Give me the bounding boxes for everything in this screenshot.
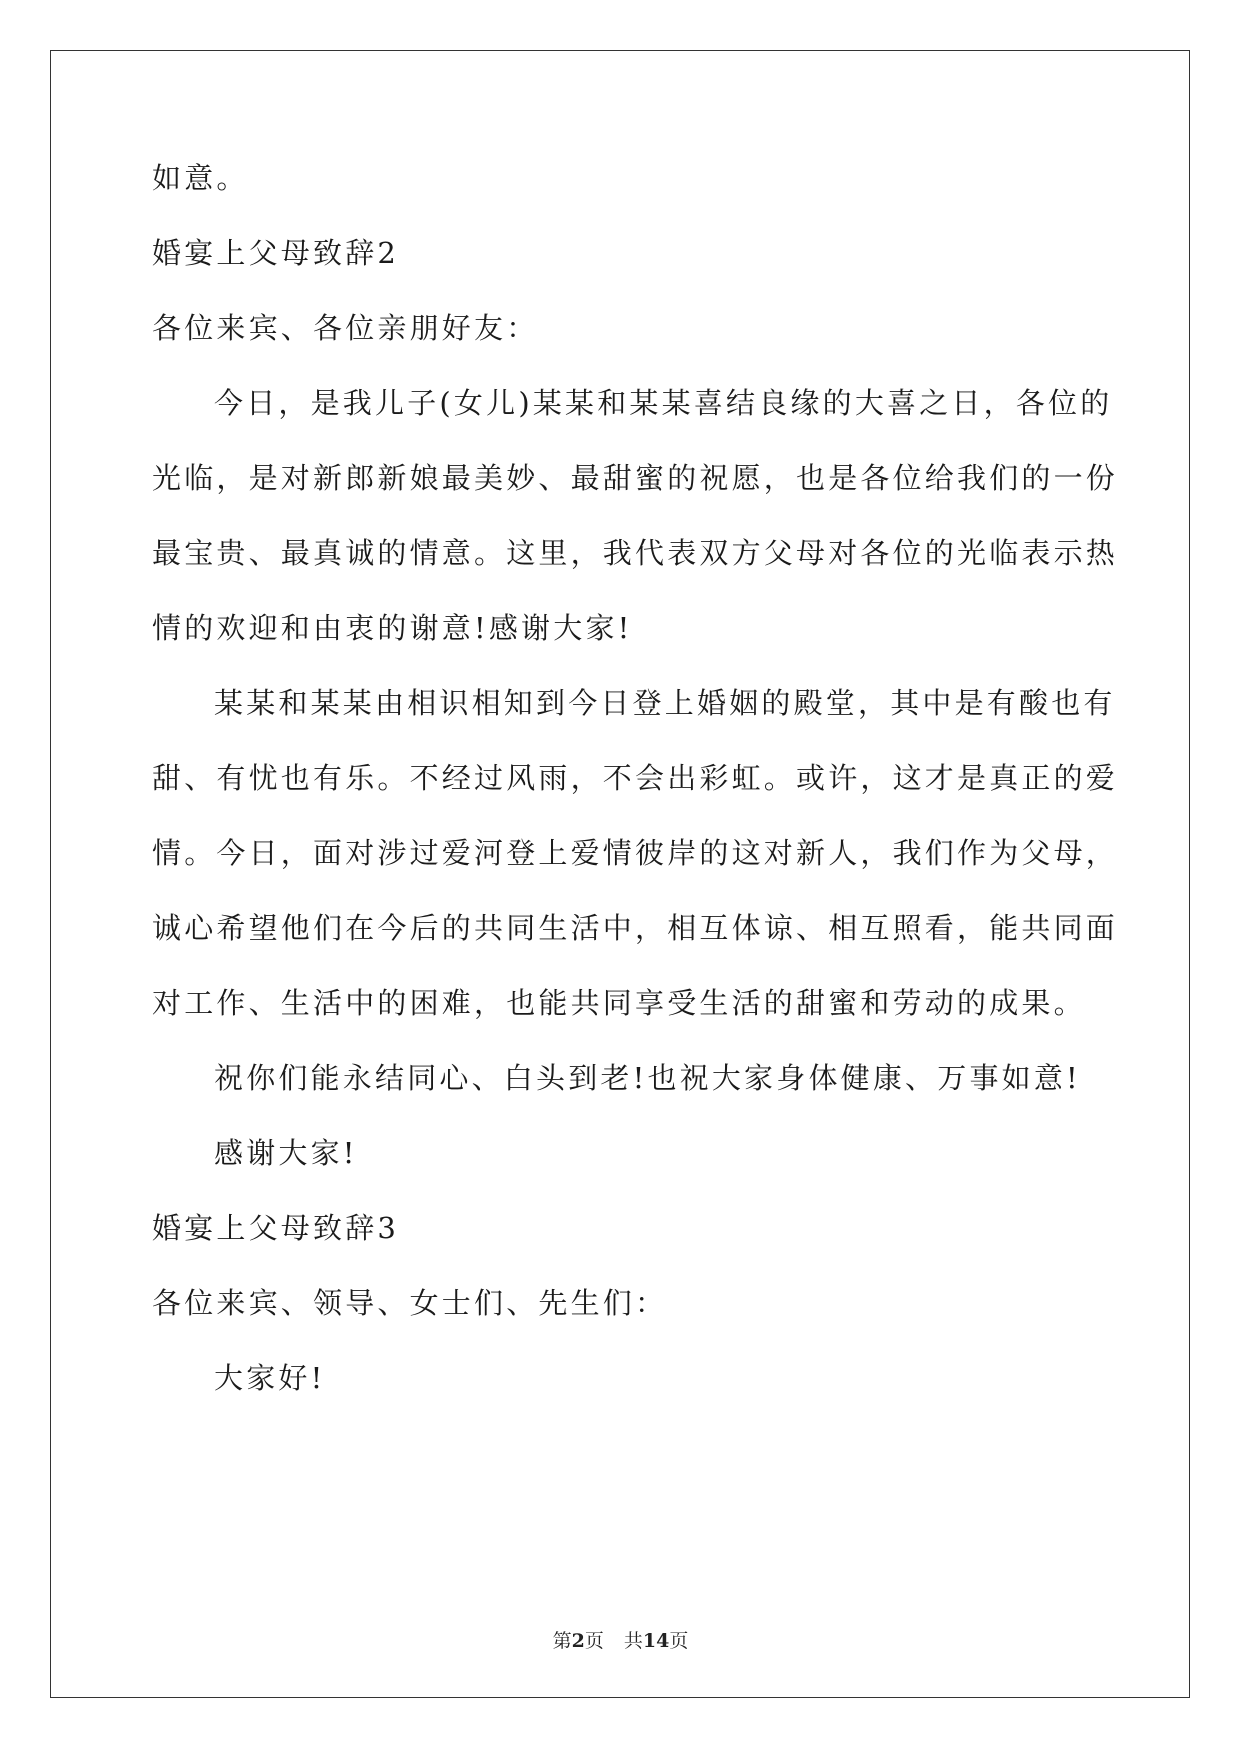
page-number-prefix: 第 (552, 1630, 572, 1652)
page-total-suffix: 页 (669, 1630, 689, 1652)
page-total-prefix: 共 (623, 1630, 643, 1652)
paragraph-line: 感谢大家! (214, 1136, 358, 1170)
text-line: 如意。 (152, 161, 249, 195)
paragraph-line: 祝你们能永结同心、白头到老!也祝大家身体健康、万事如意! (214, 1061, 1081, 1095)
section-heading: 婚宴上父母致辞3 (152, 1211, 400, 1245)
salutation: 各位来宾、领导、女士们、先生们： (152, 1286, 668, 1320)
paragraph-line: 今日，是我儿子(女儿)某某和某某喜结良缘的大喜之日，各位的 (214, 386, 1113, 420)
salutation: 各位来宾、各位亲朋好友： (152, 311, 539, 345)
paragraph-line: 最宝贵、最真诚的情意。这里，我代表双方父母对各位的光临表示热 (152, 536, 1119, 570)
page-number-total: 14 (642, 1630, 670, 1652)
paragraph-line: 某某和某某由相识相知到今日登上婚姻的殿堂，其中是有酸也有 (214, 686, 1116, 720)
paragraph-line: 情的欢迎和由衷的谢意!感谢大家! (152, 611, 633, 645)
page-border (50, 50, 1190, 1698)
page-footer (0, 1626, 1241, 1653)
page-number-suffix: 页 (584, 1630, 604, 1652)
paragraph-line: 大家好! (214, 1361, 326, 1395)
section-heading: 婚宴上父母致辞2 (152, 236, 400, 270)
paragraph-line: 诚心希望他们在今后的共同生活中，相互体谅、相互照看，能共同面 (152, 911, 1119, 945)
page-number-current: 2 (571, 1630, 585, 1652)
paragraph-line: 对工作、生活中的困难，也能共同享受生活的甜蜜和劳动的成果。 (152, 986, 1086, 1020)
paragraph-line: 情。今日，面对涉过爱河登上爱情彼岸的这对新人，我们作为父母， (152, 836, 1119, 870)
paragraph-line: 光临，是对新郎新娘最美妙、最甜蜜的祝愿，也是各位给我们的一份 (152, 461, 1119, 495)
paragraph-line: 甜、有忧也有乐。不经过风雨，不会出彩虹。或许，这才是真正的爱 (152, 761, 1119, 795)
